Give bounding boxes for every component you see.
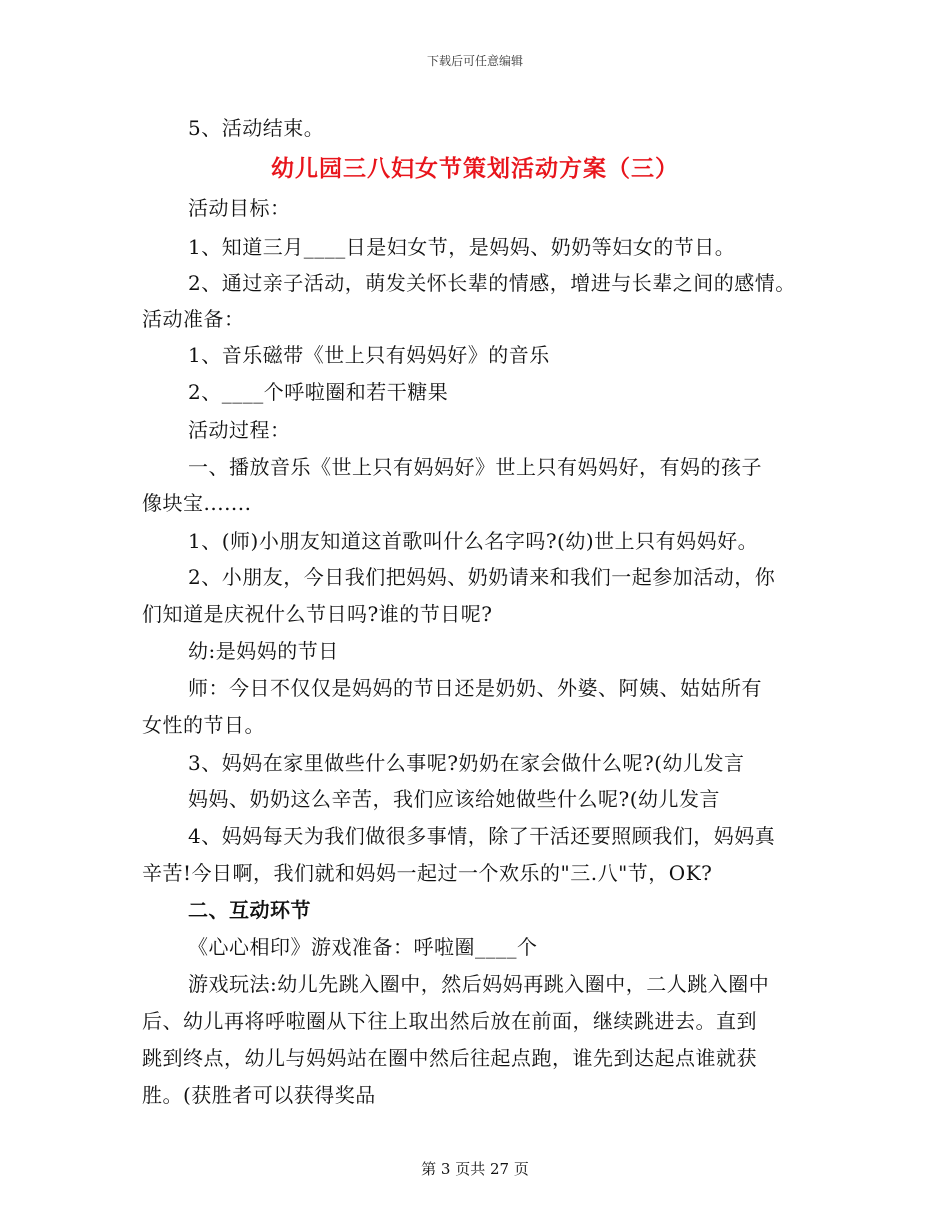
section-title: 幼儿园三八妇女节策划活动方案（三） [271,156,679,182]
body-line: 活动过程： [188,418,291,442]
body-line: 3、妈妈在家里做些什么事呢?奶奶在家会做什么呢?(幼儿发言 [188,751,745,775]
subsection-heading: 二、互动环节 [188,898,311,922]
body-line: 辛苦!今日啊，我们就和妈妈一起过一个欢乐的"三.八"节，OK? [142,861,713,885]
body-line: 师：今日不仅仅是妈妈的节日还是奶奶、外婆、阿姨、姑姑所有 [188,676,762,700]
body-line: 跳到终点，幼儿与妈妈站在圈中然后往起点跑，谁先到达起点谁就获 [142,1046,757,1070]
body-line: 2、小朋友，今日我们把妈妈、奶奶请来和我们一起参加活动，你 [188,565,776,589]
body-line: 2、____个呼啦圈和若干糖果 [188,380,449,404]
body-line: 2、通过亲子活动，萌发关怀长辈的情感，增进与长辈之间的感情。 [188,271,796,295]
body-line: 1、(师)小朋友知道这首歌叫什么名字吗?(幼)世上只有妈妈好。 [188,529,759,553]
body-line: 一、播放音乐《世上只有妈妈好》世上只有妈妈好，有妈的孩子 [188,455,762,479]
page-header: 下载后可任意编辑 [426,54,523,68]
body-line: 5、活动结束。 [188,116,325,140]
body-line: 1、知道三月____日是妇女节，是妈妈、奶奶等妇女的节日。 [188,235,736,259]
body-line: 妈妈、奶奶这么辛苦，我们应该给她做些什么呢?(幼儿发言 [188,787,721,811]
body-line: 《心心相印》游戏准备：呼啦圈____个 [188,935,538,959]
body-line: 幼:是妈妈的节日 [188,639,339,663]
body-line: 1、音乐磁带《世上只有妈妈好》的音乐 [188,343,550,367]
body-line: 活动目标： [188,196,291,220]
body-line: 4、妈妈每天为我们做很多事情，除了干活还要照顾我们，妈妈真 [188,824,776,848]
body-line: 女性的节日。 [142,713,265,737]
body-line: 活动准备： [142,307,245,331]
page-footer: 第 3 页共 27 页 [421,1160,529,1178]
body-line: 像块宝....... [142,491,252,515]
body-line: 后、幼儿再将呼啦圈从下往上取出然后放在前面，继续跳进去。直到 [142,1009,757,1033]
body-line: 游戏玩法:幼儿先跳入圈中，然后妈妈再跳入圈中，二人跳入圈中 [188,972,770,996]
body-line: 胜。(获胜者可以获得奖品 [142,1083,376,1107]
body-line: 们知道是庆祝什么节日吗?谁的节日呢? [142,602,493,626]
